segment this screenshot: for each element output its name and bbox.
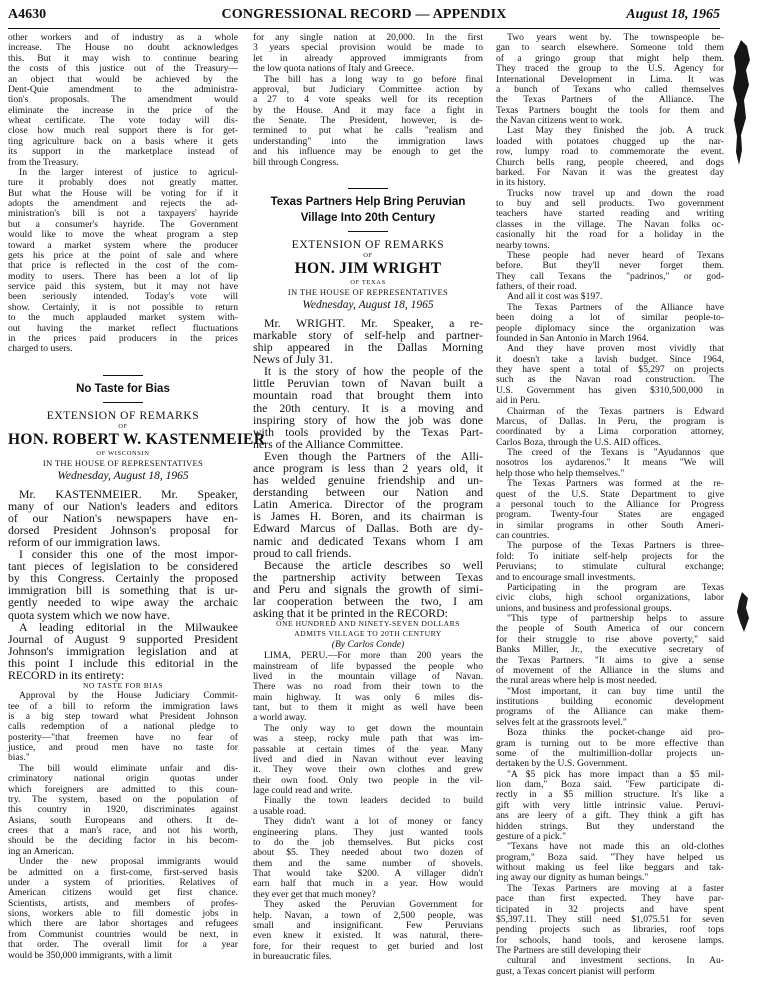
text-line: American citizens would get first chance. (8, 887, 238, 899)
text-line: the 20th century. It is a moving and (253, 400, 483, 415)
text-line: dertaken by the U.S. Government. (496, 758, 628, 770)
text-line: for any single nation at 20,000. In the first (253, 32, 483, 43)
article-headline-line-1: ONE HUNDRED AND NINETY-SEVEN DOLLARS (276, 619, 460, 629)
text-line: The Texas Partners are moving at a faster (507, 882, 724, 894)
text-line: Banks Miller, Jr., the executive secretary of (496, 644, 724, 656)
text-line: They call Texans the "padrinos," or god- (496, 270, 724, 282)
text-line: fold: To initiate self-help projects for the (496, 550, 724, 562)
text-line: that price is reflected in the cost of the com- (8, 260, 238, 272)
text-line: gift with very little intrinsic value. Peruvi- (496, 799, 724, 811)
text-line: was a steep, rocky mule path that was im- (253, 733, 483, 745)
text-line: institutions building economic development (496, 696, 724, 707)
text-line: tee of a bill to reform the immigration laws (8, 700, 238, 712)
publication-title: CONGRESSIONAL RECORD — APPENDIX (221, 7, 507, 22)
text-line: approval, but Judiciary Committee action by (253, 83, 483, 95)
text-line: ting agriculture back on a basis where it gets (8, 135, 238, 147)
editorial-title: NO TASTE FOR BIAS (82, 681, 164, 691)
text-line: Finally the town leaders decided to build (264, 795, 483, 807)
text-line: would like to move the wheat program a step (8, 229, 238, 241)
text-line: ing an American. (8, 845, 74, 857)
text-line: other workers and of industry as a whole (8, 32, 238, 43)
text-line: under a system of priorities. Relatives of (8, 876, 238, 888)
text-line: ans are leery of a gift. They think a gift has (496, 810, 724, 822)
text-line: gets his price at the point of sale and where (8, 249, 238, 261)
of-label: OF (118, 422, 128, 430)
speaker-name: HON. ROBERT W. KASTENMEIER (8, 430, 266, 448)
text-line: lion dam," Boza said. "Few participate di- (496, 779, 724, 790)
text-line: of a gringo group that might help them. (496, 52, 724, 64)
text-line: some of the multimillion-dollar projects un- (496, 747, 724, 759)
text-line: programs of the Alliance can make them- (496, 706, 724, 718)
text-line: has welded genuine friendship and un- (253, 473, 483, 488)
continued-editorial (8, 33, 238, 355)
text-line: its support in the marketplace instead of (8, 146, 238, 158)
house-label: IN THE HOUSE OF REPRESENTATIVES (42, 457, 204, 468)
text-line: But what the House will be voting for if it (8, 187, 238, 199)
text-line: even knew it existed. It was natural, there- (253, 930, 483, 942)
text-line: Boza thinks the pocket-change aid pro- (507, 727, 724, 739)
text-line: Latin America. Director of the program (253, 497, 483, 512)
speaker-remarks (253, 317, 483, 619)
text-line: calls redemption of a national pledge to (8, 721, 238, 733)
section-rule (348, 188, 388, 189)
text-line: but a consumer's hayride. The Government (8, 218, 238, 230)
speaker-state: OF WISCONSIN (96, 449, 150, 457)
text-line: dorsed President Johnson's proposal for (8, 522, 238, 537)
text-line: In the larger interest of justice to agricul- (19, 166, 238, 178)
text-line: and Peru and signals the growth of simi- (253, 581, 483, 596)
text-line: gram is turning out to be more effective than (496, 737, 724, 749)
text-line: been doing a lot of similar people-to- (496, 312, 724, 324)
text-line: try. The system, based on the population of (8, 793, 238, 805)
text-line: sions, workers able to fill domestic jobs in (8, 908, 238, 919)
text-line: of movement of the Alliance in the slums and (496, 664, 724, 676)
text-line: The Partners are still developing their (496, 945, 641, 956)
text-line: in its history. (496, 177, 546, 189)
text-line: eliminate the increase in the price of the (8, 104, 238, 116)
title-rule (348, 231, 388, 232)
section-rule (103, 375, 143, 376)
text-line: lived in the mountain village of Navan. (253, 670, 483, 682)
text-line: by this Congress. Certainly the proposed (8, 571, 238, 586)
text-line: lived and died in Navan without ever leaving (253, 753, 483, 765)
text-line: Dent-Quie amendment to the administra- (8, 83, 238, 95)
text-line: it. They wove their own clothes and grew (253, 764, 483, 776)
text-line: coordinated by a Lima corporation attorney, (496, 426, 724, 438)
text-line: loaded with potatoes chugged up the nar- (496, 135, 724, 147)
text-line: them and the same number of shovels. (253, 857, 483, 869)
section-title-line-1: Texas Partners Help Bring Peruvian (270, 195, 466, 208)
text-line: 3 years special provision would be made to (253, 42, 483, 54)
text-line: Texas Partners bought the tools for them and (496, 104, 724, 116)
text-line: by the House. And it may face a fight in (253, 104, 483, 116)
text-line: pace than first expected. They have par- (496, 893, 724, 905)
text-line: immigration bill is something that is ur- (8, 583, 238, 598)
text-line: gan to search elsewhere. Someone told them (496, 42, 724, 54)
text-line: help those who help themselves." (496, 467, 625, 479)
page-number: A4630 (8, 7, 47, 22)
text-line: pending projects such as libraries, roof tops (496, 924, 724, 936)
text-line: The only way to get down the mountain (264, 722, 483, 734)
text-line: in bureaucratic files. (253, 951, 332, 963)
text-line: a personal touch to the Alliance for Progress (496, 498, 724, 510)
text-line: ship appeared in the Dallas Morning (253, 340, 483, 355)
text-line: and to encourage small investments. (496, 571, 636, 583)
text-line: "A $5 pick has more impact than a $5 mil- (507, 768, 724, 780)
text-line: is a big step toward what President Johnson (8, 710, 238, 722)
text-line: Even though the Partners of the Alli- (264, 448, 483, 463)
text-line: bill through Congress. (253, 156, 339, 168)
text-line: should be the deciding factor in his becom- (8, 835, 238, 847)
text-line: small and insignificant. Few Peruvians (253, 919, 483, 931)
text-line: passable at certain times of the year. Many (253, 743, 483, 755)
text-line: The Texas Partners of the Alliance have (507, 301, 724, 313)
text-line: this point I include this editorial in the (8, 655, 238, 670)
text-line: service paid this system, but it may not have (8, 281, 238, 292)
text-line: such as the Navan road construction. The (496, 374, 724, 386)
text-line: quota system which we now have. (8, 607, 170, 622)
remarks-date: Wednesday, August 18, 1965 (57, 469, 189, 482)
scan-smudge (733, 592, 753, 632)
article-continued-text (496, 33, 724, 977)
text-line: out having the market reflect fluctuations (8, 322, 238, 334)
text-line: which there are labor shortages and refugees (8, 918, 238, 930)
text-line: tant, but to them it might as well have been (253, 702, 483, 714)
text-line: gust, a Texas concert pianist will perform (496, 965, 655, 977)
text-line: tion's proposals. The amendment would (8, 94, 238, 106)
text-line: fore, for their request to get buried and lost (253, 940, 483, 952)
speaker-remarks (8, 488, 238, 682)
text-line: to do the job themselves. But picks cost (253, 836, 483, 848)
text-line: Because the article describes so well (264, 557, 483, 572)
column-right (496, 33, 724, 983)
text-line: the Texas Partners. "It aims to give a sense (496, 654, 724, 666)
house-label: IN THE HOUSE OF REPRESENTATIVES (287, 286, 449, 297)
text-line: And all it cost was $197. (507, 291, 603, 303)
text-line: cultural and investment sections. In Au- (507, 955, 724, 967)
text-line: charged to users. (8, 343, 73, 355)
text-line: The bill would eliminate unfair and dis- (19, 762, 238, 774)
text-line: inspiring story of how the job was done (253, 412, 483, 427)
text-line: justice, and proud men have no taste for (8, 742, 238, 753)
text-line: bias." (8, 752, 30, 764)
text-line: Journal of August 9 supported President (8, 631, 238, 646)
text-line: derstanding between our Nation and (253, 485, 483, 500)
text-line: close how much real support there is for get- (8, 125, 238, 137)
text-line: tant pieces of legislation to be considered (8, 559, 238, 574)
text-line: markable story of self-help and partner- (253, 327, 483, 342)
text-line: main highway. It was only 6 miles dis- (253, 691, 483, 703)
text-line: Trucks now travel up and down the road (507, 187, 724, 199)
text-line: the Navan citizens went to work. (496, 115, 623, 126)
text-line: LIMA, PERU.—For more than 200 years the (264, 650, 483, 662)
text-line: International Development in Lima. It was (496, 73, 724, 85)
text-line: Last May they finished the job. A truck (507, 125, 724, 137)
text-line: That would take $200. A villager didn't (253, 868, 483, 880)
text-line: ticipated in 32 projects and have spent (496, 903, 724, 915)
text-line: quest of the U.S. State Department to give (496, 488, 724, 500)
text-line: show. Certainly, it is not possible to return (8, 301, 238, 313)
scan-smudge (731, 40, 753, 165)
text-line: Edward Marcus of Dallas. Both are dy- (253, 521, 483, 536)
title-rule (103, 402, 143, 403)
text-line: ners of the Alliance Committee. (253, 436, 404, 451)
text-line: Johnson's immigration legislation and at (8, 643, 238, 658)
text-line: a 27 to 4 vote speaks well for its reception (253, 94, 483, 106)
text-line: founded in San Antonio in March 1964. (496, 332, 649, 344)
text-line: for schools, hand tools, and kerosene lamps. (496, 934, 724, 946)
text-line: people diplomacy since the organization was (496, 322, 724, 334)
text-line: Mr. WRIGHT. Mr. Speaker, a re- (264, 315, 483, 330)
text-line: a bunch of Texans who called themselves (496, 83, 724, 95)
text-line: help. Navan, a town of 2,500 people, was (253, 909, 483, 921)
text-line: They traced the group to the U.S. Agency for (496, 63, 724, 75)
text-line: Two years went by. The townspeople be- (507, 32, 724, 43)
text-line: criminatory national origin quotas under (8, 773, 238, 785)
text-line: They asked the Peruvian Government for (264, 899, 483, 911)
text-line: the Texas Partners of the Alliance. The (496, 94, 724, 106)
text-line: RECORD in its entirety: (8, 668, 125, 683)
text-line: from Communist countries would be next, in (8, 928, 238, 940)
text-line: they have spent a total of $5,297 on projects (496, 364, 724, 375)
text-line: this country in 1920, discriminates against (8, 804, 238, 816)
text-line: aid in Peru. (496, 395, 540, 407)
text-line: "Texans have not made this an old-clothes (507, 841, 724, 853)
text-line: a usable road. (253, 805, 307, 817)
text-line: I consider this one of the most impor- (19, 547, 238, 562)
text-line: earn half that much in a year. How would (253, 878, 483, 890)
text-line: gesture of a pick." (496, 830, 566, 842)
text-line: Chairman of the Texas partners is Edward (507, 405, 724, 417)
text-line: rectly in a $5 million structure. It's like a (496, 789, 724, 801)
text-line: been seriously intended. Today's vote will (8, 291, 238, 303)
text-line: "Most important, it can buy time until the (507, 685, 724, 697)
text-line: from the Treasury. (8, 156, 79, 168)
text-line: their own food. Only two people in the vil- (253, 774, 483, 786)
text-line: Church bells rang, people cheered, and dogs (496, 156, 724, 168)
text-line: and his influence may be enough to get the (253, 146, 483, 158)
text-line: A leading editorial in the Milwaukee (19, 619, 238, 634)
continued-editorial (253, 33, 483, 168)
text-line: in the prices paid producers in the prices (8, 332, 238, 344)
text-line: for their struggle to rise above poverty," said (496, 633, 724, 645)
text-line: modity to users. There has been a lot of lip (8, 270, 238, 282)
text-line: reform of our immigration laws. (8, 535, 161, 549)
column-left (8, 32, 266, 983)
text-line: And they have proven most vividly that (507, 343, 724, 355)
speaker-state: OF TEXAS (350, 278, 386, 286)
spacer (253, 168, 483, 182)
text-line: toward a market system where the producer (8, 239, 238, 251)
text-line: It is the story of how the people of the (264, 364, 483, 379)
text-line: with tools provided by the Texas Part- (253, 424, 483, 439)
speaker-name: HON. JIM WRIGHT (294, 259, 442, 277)
text-line: hidden strings. But they understand the (496, 820, 724, 832)
article-byline: (By Carlos Conde) (331, 639, 405, 651)
text-line: understanding" into the immigration laws (253, 135, 483, 147)
text-line: Mr. KASTENMEIER. Mr. Speaker, (19, 486, 238, 501)
text-line: The bill has a long way to go before final (264, 73, 483, 85)
text-line: posterity—"that freemen have no fear of (8, 731, 238, 743)
text-line: ministration's bill is not a taxpayers' hayride (8, 208, 238, 220)
text-line: mountain road that brought them into (253, 388, 483, 403)
article-headline-line-2: ADMITS VILLAGE TO 20TH CENTURY (294, 629, 442, 639)
text-line: it doesn't take a lavish budget. Since 1964, (496, 353, 724, 365)
text-line: that order. The overall limit for a year (8, 939, 238, 951)
text-line: adopts the amendment and rejects the ad- (8, 198, 238, 209)
spacer (8, 355, 238, 369)
column-middle (253, 33, 483, 983)
text-line: many of our Nation's leaders and editors (8, 498, 238, 513)
text-line: termined to put what he calls "realism and (253, 125, 483, 137)
text-line: Approval by the House Judiciary Commit- (19, 690, 238, 702)
text-line: Asians, south Europeans and others. It de- (8, 814, 238, 826)
text-line: without making us feel like beggars and tak- (496, 862, 724, 873)
text-line: fathers, of their road. (496, 281, 577, 292)
text-line: proud to call friends. (253, 545, 352, 560)
text-line: There was no road from their town to the (253, 681, 483, 693)
text-line: ance program is less than 2 years old, it (253, 461, 483, 475)
text-line: before. But they'll never forget them. (496, 260, 724, 272)
text-line: they ever get that much money? (253, 888, 376, 900)
text-line: the costs of this justice out of the Treasury— (8, 63, 238, 75)
text-line: an object that would be achieved by the (8, 73, 238, 85)
text-line: They didn't want a lot of money or fancy (264, 816, 483, 828)
text-line: increase. The House no doubt acknowledges (8, 42, 238, 54)
editorial-text (8, 691, 238, 961)
text-line: civic clubs, high school organizations, labor (496, 592, 724, 604)
text-line: Scientists, artists, and members of profes- (8, 897, 238, 909)
text-line: namic and dedicated Texans whom I am (253, 533, 483, 548)
text-line: ture it probably does not greatly matter. (8, 177, 238, 189)
text-line: Carlos Boza, through the U.S. AID offices. (496, 436, 662, 448)
text-line: the Senate. The President, however, is de- (253, 115, 483, 126)
text-line: casionally hit the road for a holiday in the (496, 229, 724, 241)
text-line: These people had never heard of Texans (507, 249, 724, 261)
extension-of-remarks: EXTENSION OF REMARKS (46, 409, 200, 422)
section-title-line-2: Village Into 20th Century (300, 211, 436, 224)
text-line: program," Boza said. "They have helped us (496, 851, 724, 863)
text-line: classes in the village. The Navan folks oc- (496, 218, 724, 230)
text-line: this. But it may wish to continue bearing (8, 52, 238, 64)
text-line: gently needed to wipe away the archaic (8, 595, 238, 610)
text-line: The Texas Partners was formed at the re- (507, 478, 724, 490)
text-line: can countries. (496, 530, 550, 541)
text-line: which foreigners are admitted to this coun- (8, 783, 238, 795)
text-line: U.S. Government has given $310,500,000 in (496, 384, 724, 396)
text-line: the partnership activity between Texas (253, 569, 483, 584)
text-line: little Peruvian town of Navan built a (253, 376, 483, 391)
text-line: ing away our dignity as human beings." (496, 872, 649, 884)
text-line: the low quota nations of Italy and Greece. (253, 63, 414, 75)
text-line: Under the new proposal immigrants would (19, 856, 238, 868)
text-line: let in already approved immigrants from (253, 52, 483, 64)
text-line: the people of South America of our concern (496, 623, 724, 635)
text-line: in similar programs in other South Ameri- (496, 519, 724, 531)
text-line: nosotros los aydarenos." It means "We will (496, 457, 724, 469)
text-line: Peruvians; to stimulate cultural exchange; (496, 561, 724, 573)
text-line: nearby towns. (496, 239, 550, 251)
text-line: Marcus, of Dallas. In Peru, the program is (496, 415, 724, 427)
text-line: row, lumpy road to commemorate the event. (496, 146, 724, 158)
text-line: The purpose of the Texas Partners is three- (507, 540, 724, 552)
text-line: crees that a man's race, and not his worth, (8, 825, 238, 836)
text-line: News of July 31. (253, 352, 333, 367)
text-line: teachers have started reading and writing (496, 208, 724, 220)
text-line: mainstream of life bypassed the people who (253, 660, 483, 672)
text-line: engineering plans. They just wanted tools (253, 826, 483, 838)
extension-of-remarks: EXTENSION OF REMARKS (291, 238, 445, 251)
text-line: "This type of partnership helps to assure (507, 613, 724, 624)
text-line: of our Nation's newspapers have en- (8, 510, 238, 525)
text-line: asking that it be printed in the RECORD: (253, 606, 448, 621)
text-line: about $5. They needed about two dozen of (253, 847, 483, 859)
text-line: lar cooperation between the two, I am (253, 594, 483, 609)
text-line: Participating in the program are Texas (507, 581, 724, 593)
text-line: is James H. Boren, and its chairman is (253, 509, 483, 524)
text-line: wheat certificate. The vote today will dis- (8, 115, 238, 126)
text-line: to buy and sell products. Two government (496, 198, 724, 209)
text-line: would be 350,000 immigrants, with a limit (8, 949, 173, 961)
text-line: The creed of the Texans is "Ayudannos que (507, 447, 724, 458)
text-line: to the much applauded market system with- (8, 312, 238, 324)
text-line: lage could read and write. (253, 785, 353, 797)
section-title: No Taste for Bias (76, 382, 170, 395)
text-line: unions, and business and professional groups. (496, 602, 672, 614)
text-line: barked. For Navan it was the greatest day (496, 166, 724, 178)
text-line: selves felt at the grassroots level." (496, 716, 627, 728)
text-line: program. Twenty-four States are engaged (496, 509, 724, 521)
text-line: be admitted on a first-come, first-served basis (8, 866, 238, 878)
text-line: a world away. (253, 712, 307, 724)
remarks-date: Wednesday, August 18, 1965 (302, 298, 434, 311)
header-date: August 18, 1965 (626, 7, 720, 22)
text-line: the rural areas where help is most needed. (496, 675, 657, 687)
article-text (253, 651, 483, 962)
of-label: OF (363, 251, 373, 259)
page-header (8, 6, 720, 29)
text-line: $5,397.11. They still need $1,075.51 for seven (496, 913, 724, 925)
